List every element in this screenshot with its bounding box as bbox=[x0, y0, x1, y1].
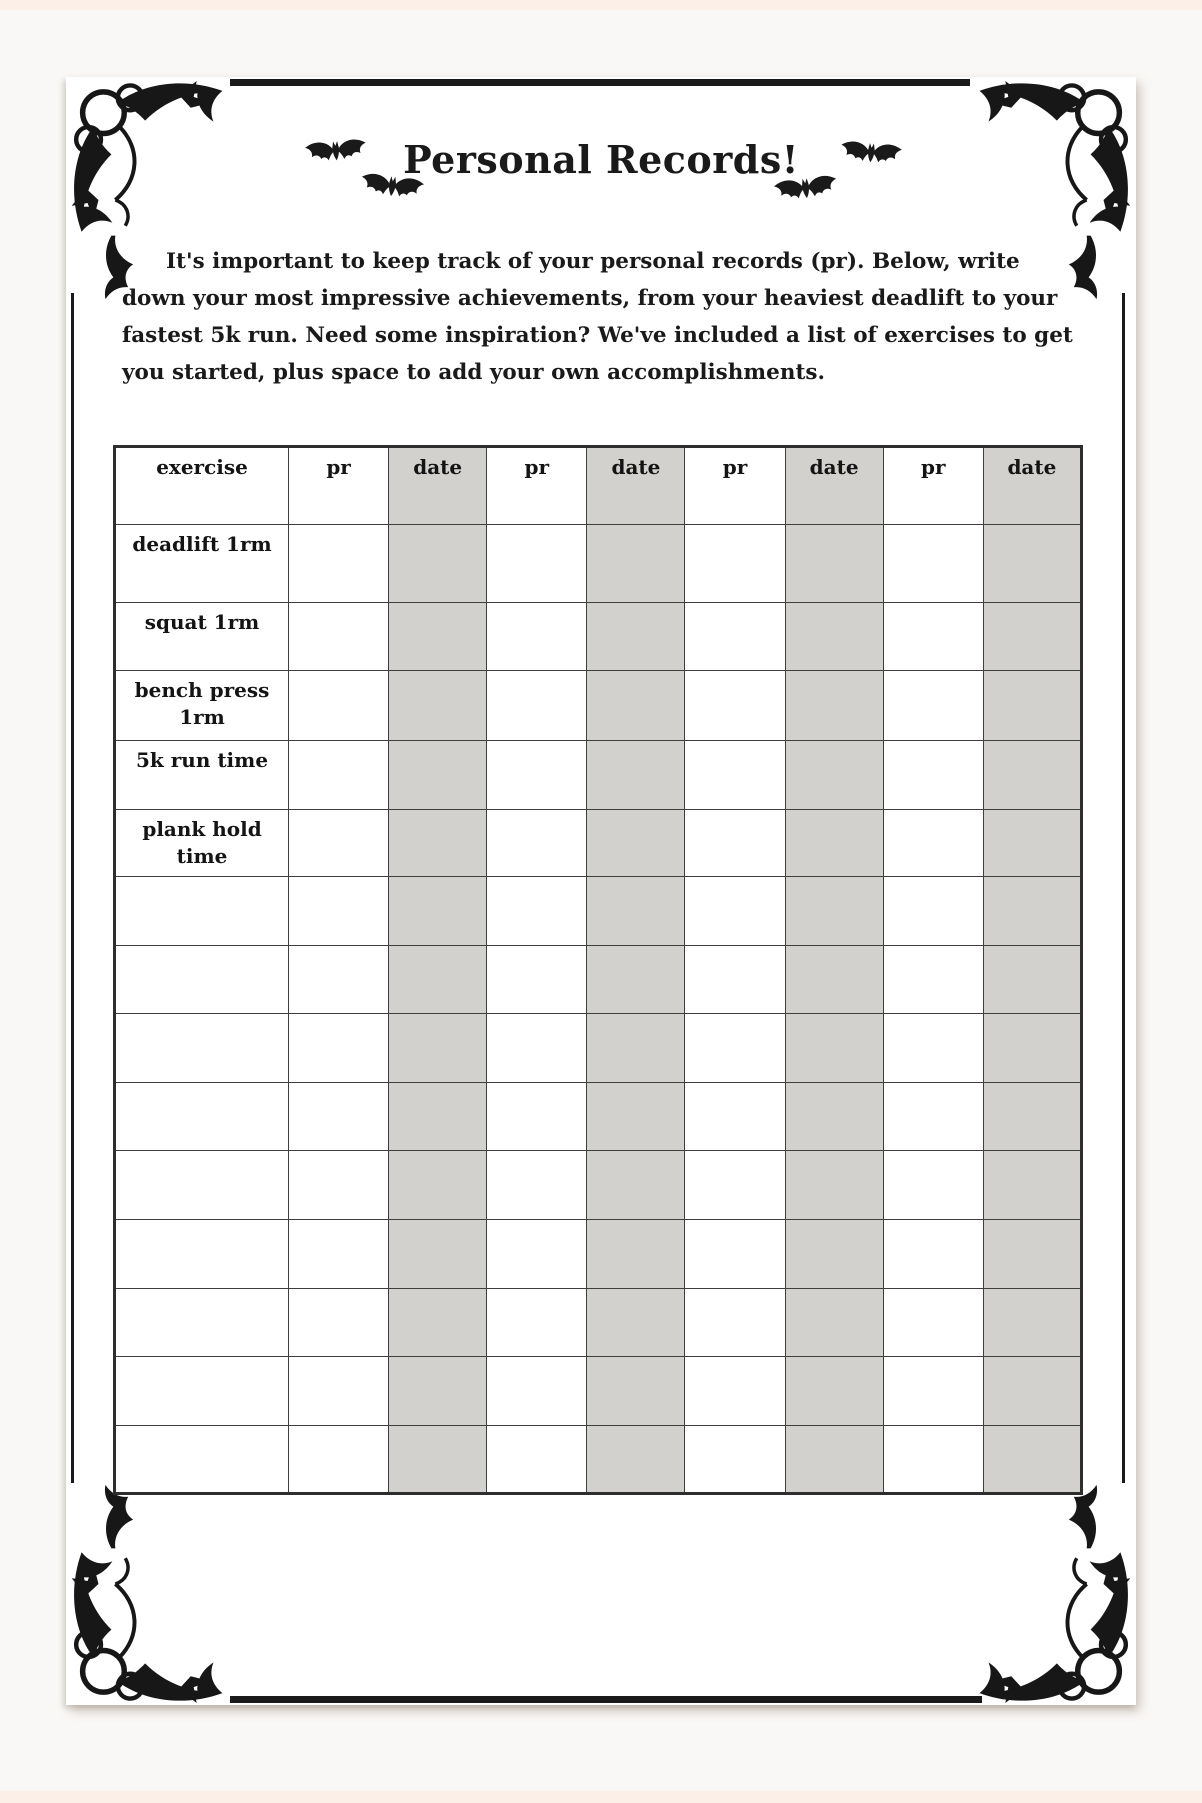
date-cell bbox=[983, 810, 1081, 877]
pr-cell bbox=[487, 945, 587, 1014]
date-cell bbox=[983, 1082, 1081, 1151]
pr-cell bbox=[289, 1219, 389, 1288]
bottom-edge-strip bbox=[0, 1791, 1202, 1803]
column-header-date-2: date bbox=[389, 447, 487, 525]
date-cell bbox=[587, 877, 685, 946]
pr-cell bbox=[289, 603, 389, 671]
date-cell bbox=[389, 1357, 487, 1426]
bottom-rule-bar bbox=[230, 1696, 982, 1703]
date-cell bbox=[587, 741, 685, 810]
pr-cell bbox=[487, 1219, 587, 1288]
pr-cell bbox=[487, 1425, 587, 1494]
exercise-cell: squat 1rm bbox=[115, 603, 289, 671]
pr-cell bbox=[883, 810, 983, 877]
top-rule-bar bbox=[230, 79, 970, 86]
pr-cell bbox=[883, 1151, 983, 1220]
column-header-pr-1: pr bbox=[289, 447, 389, 525]
pr-cell bbox=[685, 1219, 785, 1288]
pr-cell bbox=[289, 741, 389, 810]
date-cell bbox=[983, 1014, 1081, 1083]
date-cell bbox=[389, 1082, 487, 1151]
date-cell bbox=[587, 1219, 685, 1288]
pr-cell bbox=[883, 1219, 983, 1288]
pr-cell bbox=[289, 810, 389, 877]
worksheet-page bbox=[66, 77, 1136, 1705]
pr-cell bbox=[883, 603, 983, 671]
pr-cell bbox=[487, 671, 587, 741]
pr-cell bbox=[685, 741, 785, 810]
date-cell bbox=[983, 1151, 1081, 1220]
exercise-cell: plank hold time bbox=[115, 810, 289, 877]
pr-cell bbox=[487, 1014, 587, 1083]
date-cell bbox=[389, 1288, 487, 1357]
exercise-cell bbox=[115, 1151, 289, 1220]
pr-cell bbox=[487, 1288, 587, 1357]
pr-cell bbox=[487, 810, 587, 877]
column-header-date-8: date bbox=[983, 447, 1081, 525]
right-border-line bbox=[1122, 293, 1125, 1483]
pr-cell bbox=[289, 1288, 389, 1357]
date-cell bbox=[983, 1357, 1081, 1426]
left-border-line bbox=[71, 293, 74, 1483]
exercise-cell bbox=[115, 1425, 289, 1494]
pr-cell bbox=[487, 877, 587, 946]
table-row-empty bbox=[115, 1288, 1082, 1357]
exercise-cell: 5k run time bbox=[115, 741, 289, 810]
table-row-empty bbox=[115, 1082, 1082, 1151]
pr-cell bbox=[289, 1357, 389, 1426]
date-cell bbox=[587, 1014, 685, 1083]
pr-cell bbox=[487, 1357, 587, 1426]
pr-cell bbox=[685, 810, 785, 877]
pr-cell bbox=[883, 1014, 983, 1083]
corner-flourish-icon bbox=[952, 1469, 1138, 1707]
exercise-cell bbox=[115, 1219, 289, 1288]
column-header-pr-7: pr bbox=[883, 447, 983, 525]
date-cell bbox=[785, 1014, 883, 1083]
date-cell bbox=[785, 1288, 883, 1357]
date-cell bbox=[785, 1357, 883, 1426]
table-row bbox=[115, 810, 1082, 877]
pr-cell bbox=[487, 1082, 587, 1151]
exercise-cell bbox=[115, 1014, 289, 1083]
pr-cell bbox=[883, 1357, 983, 1426]
date-cell bbox=[389, 525, 487, 603]
table-row-empty bbox=[115, 877, 1082, 946]
table-row bbox=[115, 603, 1082, 671]
pr-cell bbox=[289, 1014, 389, 1083]
date-cell bbox=[389, 945, 487, 1014]
page-title: Personal Records! bbox=[403, 137, 799, 182]
date-cell bbox=[389, 1219, 487, 1288]
date-cell bbox=[785, 525, 883, 603]
pr-cell bbox=[685, 525, 785, 603]
date-cell bbox=[785, 671, 883, 741]
table-row-empty bbox=[115, 1219, 1082, 1288]
table-row bbox=[115, 525, 1082, 603]
date-cell bbox=[983, 1219, 1081, 1288]
exercise-cell: deadlift 1rm bbox=[115, 525, 289, 603]
pr-cell bbox=[289, 671, 389, 741]
table-body bbox=[115, 525, 1082, 1494]
date-cell bbox=[389, 1151, 487, 1220]
date-cell bbox=[587, 603, 685, 671]
date-cell bbox=[785, 810, 883, 877]
records-table bbox=[113, 445, 1083, 1495]
top-edge-strip bbox=[0, 0, 1202, 10]
date-cell bbox=[785, 741, 883, 810]
column-header-date-6: date bbox=[785, 447, 883, 525]
date-cell bbox=[983, 877, 1081, 946]
date-cell bbox=[785, 1425, 883, 1494]
date-cell bbox=[983, 1425, 1081, 1494]
exercise-cell bbox=[115, 1357, 289, 1426]
date-cell bbox=[587, 1151, 685, 1220]
exercise-cell bbox=[115, 1082, 289, 1151]
exercise-cell bbox=[115, 945, 289, 1014]
pr-cell bbox=[685, 945, 785, 1014]
pr-cell bbox=[289, 1082, 389, 1151]
pr-cell bbox=[685, 1014, 785, 1083]
date-cell bbox=[389, 877, 487, 946]
pr-cell bbox=[883, 671, 983, 741]
pr-cell bbox=[487, 741, 587, 810]
pr-cell bbox=[883, 1288, 983, 1357]
table-row bbox=[115, 671, 1082, 741]
date-cell bbox=[785, 1219, 883, 1288]
table-row-empty bbox=[115, 1151, 1082, 1220]
exercise-cell: bench press 1rm bbox=[115, 671, 289, 741]
date-cell bbox=[983, 1288, 1081, 1357]
date-cell bbox=[785, 603, 883, 671]
pr-cell bbox=[685, 1082, 785, 1151]
date-cell bbox=[587, 1425, 685, 1494]
pr-cell bbox=[289, 1151, 389, 1220]
pr-cell bbox=[883, 877, 983, 946]
date-cell bbox=[983, 741, 1081, 810]
date-cell bbox=[587, 1288, 685, 1357]
date-cell bbox=[389, 810, 487, 877]
date-cell bbox=[587, 525, 685, 603]
date-cell bbox=[785, 1082, 883, 1151]
pr-cell bbox=[883, 945, 983, 1014]
pr-cell bbox=[487, 525, 587, 603]
pr-cell bbox=[685, 603, 785, 671]
table-row-empty bbox=[115, 1425, 1082, 1494]
column-header-pr-3: pr bbox=[487, 447, 587, 525]
date-cell bbox=[587, 1357, 685, 1426]
date-cell bbox=[983, 671, 1081, 741]
date-cell bbox=[389, 1014, 487, 1083]
column-header-date-4: date bbox=[587, 447, 685, 525]
date-cell bbox=[587, 671, 685, 741]
table-row-empty bbox=[115, 1014, 1082, 1083]
date-cell bbox=[983, 945, 1081, 1014]
pr-cell bbox=[685, 1151, 785, 1220]
pr-cell bbox=[685, 671, 785, 741]
date-cell bbox=[587, 1082, 685, 1151]
pr-cell bbox=[487, 603, 587, 671]
date-cell bbox=[785, 945, 883, 1014]
exercise-cell bbox=[115, 877, 289, 946]
pr-cell bbox=[883, 1082, 983, 1151]
pr-cell bbox=[289, 525, 389, 603]
date-cell bbox=[389, 1425, 487, 1494]
table-row bbox=[115, 741, 1082, 810]
date-cell bbox=[587, 945, 685, 1014]
date-cell bbox=[389, 671, 487, 741]
table-row-empty bbox=[115, 945, 1082, 1014]
pr-cell bbox=[883, 1425, 983, 1494]
date-cell bbox=[785, 1151, 883, 1220]
column-header-exercise-0: exercise bbox=[115, 447, 289, 525]
pr-cell bbox=[883, 741, 983, 810]
pr-cell bbox=[685, 1425, 785, 1494]
pr-cell bbox=[685, 1357, 785, 1426]
header-row bbox=[115, 447, 1082, 525]
exercise-cell bbox=[115, 1288, 289, 1357]
date-cell bbox=[785, 877, 883, 946]
pr-cell bbox=[685, 877, 785, 946]
corner-flourish-icon bbox=[64, 1469, 250, 1707]
date-cell bbox=[587, 810, 685, 877]
pr-cell bbox=[487, 1151, 587, 1220]
date-cell bbox=[389, 741, 487, 810]
date-cell bbox=[983, 525, 1081, 603]
table-row-empty bbox=[115, 1357, 1082, 1426]
column-header-pr-5: pr bbox=[685, 447, 785, 525]
intro-paragraph: It's important to keep track of your personal records (pr). Below, write down your most impressive achievements, from your heaviest deadlift to your fastest 5k run. Need some inspiration? We've included a list of exercises to get you started, plus space to add your own accomplishments. bbox=[122, 249, 1073, 385]
pr-cell bbox=[289, 877, 389, 946]
date-cell bbox=[389, 603, 487, 671]
pr-cell bbox=[685, 1288, 785, 1357]
date-cell bbox=[983, 603, 1081, 671]
pr-cell bbox=[883, 525, 983, 603]
pr-cell bbox=[289, 945, 389, 1014]
pr-cell bbox=[289, 1425, 389, 1494]
